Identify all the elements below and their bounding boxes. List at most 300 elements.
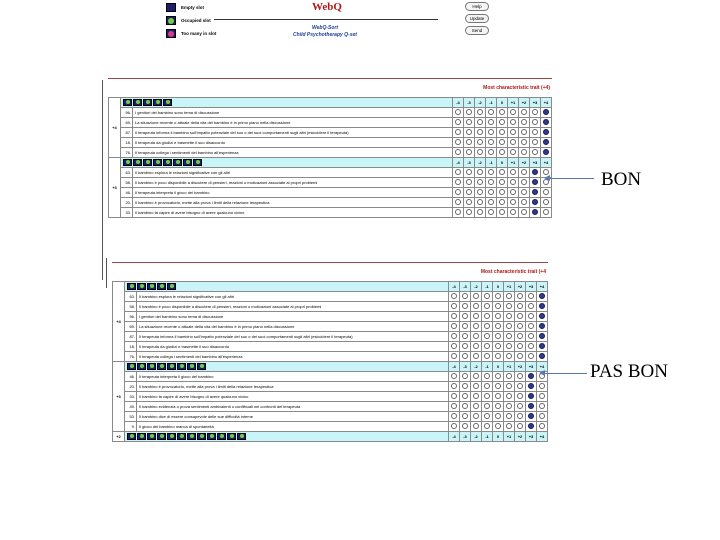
radio-option[interactable]	[462, 333, 468, 339]
occupied-slot-icon	[153, 159, 162, 166]
radio-option[interactable]	[484, 413, 490, 419]
radio-option[interactable]	[455, 129, 461, 135]
scale-header: +3	[526, 282, 537, 292]
radio-option[interactable]	[528, 353, 534, 359]
radio-option[interactable]	[521, 169, 527, 175]
radio-option[interactable]	[451, 383, 457, 389]
panel-title: Most characteristic trait (+4)	[483, 85, 550, 91]
radio-option[interactable]	[484, 393, 490, 399]
radio-option[interactable]	[543, 199, 549, 205]
update-button[interactable]: Update	[465, 14, 489, 23]
statement-text: I genitori del bambino sono tema di discussione	[137, 312, 449, 322]
level-label: +3	[109, 158, 121, 218]
radio-option[interactable]	[506, 383, 512, 389]
radio-option[interactable]	[532, 109, 538, 115]
radio-option[interactable]	[466, 129, 472, 135]
radio-option[interactable]	[488, 109, 494, 115]
radio-option[interactable]	[539, 393, 545, 399]
radio-option[interactable]	[455, 169, 461, 175]
radio-option[interactable]	[510, 209, 516, 215]
radio-selected[interactable]	[543, 149, 549, 155]
level-label: +3	[113, 362, 125, 432]
radio-option[interactable]	[543, 189, 549, 195]
legend-empty	[166, 2, 216, 13]
radio-option[interactable]	[521, 189, 527, 195]
statement-number: 76.	[125, 352, 137, 362]
radio-option[interactable]	[488, 209, 494, 215]
radio-option[interactable]	[484, 353, 490, 359]
scale-header: -3	[460, 432, 471, 442]
radio-option[interactable]	[532, 119, 538, 125]
occupied-slot-icon	[167, 433, 176, 440]
radio-option[interactable]	[510, 119, 516, 125]
radio-option[interactable]	[517, 353, 523, 359]
radio-option[interactable]	[466, 149, 472, 155]
scale-header: -1	[482, 282, 493, 292]
scale-header: -2	[471, 282, 482, 292]
slot-legend	[166, 2, 216, 41]
radio-option[interactable]	[462, 293, 468, 299]
radio-option[interactable]	[521, 149, 527, 155]
radio-option[interactable]	[462, 303, 468, 309]
radio-option[interactable]	[506, 313, 512, 319]
radio-selected[interactable]	[539, 293, 545, 299]
radio-option[interactable]	[462, 353, 468, 359]
statement-number: 76.	[121, 148, 133, 158]
radio-option[interactable]	[473, 293, 479, 299]
radio-option[interactable]	[506, 333, 512, 339]
radio-option[interactable]	[462, 393, 468, 399]
radio-option[interactable]	[495, 293, 501, 299]
occupied-slot-icon	[217, 433, 226, 440]
radio-option[interactable]	[506, 303, 512, 309]
radio-option[interactable]	[484, 303, 490, 309]
radio-selected[interactable]	[528, 423, 534, 429]
occupied-slot-icon	[147, 283, 156, 290]
radio-selected[interactable]	[532, 209, 538, 215]
radio-option[interactable]	[451, 323, 457, 329]
radio-option[interactable]	[521, 119, 527, 125]
radio-option[interactable]	[477, 119, 483, 125]
radio-option[interactable]	[528, 333, 534, 339]
slot-tokens	[125, 282, 449, 292]
radio-option[interactable]	[455, 189, 461, 195]
radio-option[interactable]	[484, 403, 490, 409]
qsort-table	[112, 281, 548, 442]
radio-option[interactable]	[517, 393, 523, 399]
scale-header: -2	[475, 158, 486, 168]
slot-tokens	[121, 158, 453, 168]
scale-header: 0	[497, 98, 508, 108]
level-label: +4	[113, 282, 125, 362]
radio-selected[interactable]	[539, 343, 545, 349]
legend-empty-label: Empty slot	[181, 5, 205, 10]
radio-option[interactable]	[477, 209, 483, 215]
occupied-slot-icon	[123, 99, 132, 106]
radio-option[interactable]	[484, 293, 490, 299]
radio-option[interactable]	[451, 303, 457, 309]
occupied-slot-icon	[137, 363, 146, 370]
occupied-slot-icon	[197, 433, 206, 440]
statement-row	[113, 312, 548, 322]
radio-option[interactable]	[495, 393, 501, 399]
radio-option[interactable]	[517, 413, 523, 419]
scale-header: 0	[493, 362, 504, 372]
statement-number: 33.	[125, 392, 137, 402]
statement-text: Il terapeuta collega i sentimenti del bambino all'esperienza	[137, 352, 449, 362]
occupied-slot-icon	[187, 433, 196, 440]
radio-option[interactable]	[528, 293, 534, 299]
brand-logo: WebQ	[312, 1, 342, 13]
radio-option[interactable]	[510, 139, 516, 145]
radio-option[interactable]	[532, 139, 538, 145]
subtitle-line-2: Child Psychotherapy Q-set	[293, 32, 357, 38]
radio-option[interactable]	[539, 423, 545, 429]
occupied-slot-icon	[147, 433, 156, 440]
radio-option[interactable]	[477, 129, 483, 135]
statement-row	[113, 332, 548, 342]
radio-option[interactable]	[455, 149, 461, 155]
radio-option[interactable]	[484, 323, 490, 329]
radio-option[interactable]	[473, 343, 479, 349]
statement-row	[109, 138, 552, 148]
radio-option[interactable]	[495, 303, 501, 309]
radio-option[interactable]	[473, 353, 479, 359]
scale-header: -1	[486, 158, 497, 168]
radio-option[interactable]	[451, 413, 457, 419]
radio-option[interactable]	[451, 423, 457, 429]
radio-option[interactable]	[510, 199, 516, 205]
radio-option[interactable]	[510, 109, 516, 115]
radio-option[interactable]	[495, 353, 501, 359]
radio-option[interactable]	[506, 413, 512, 419]
statement-number: 9.	[125, 422, 137, 432]
occupied-slot-icon	[157, 363, 166, 370]
statement-text: Il terapeuta interpreta il gioco del bambino	[133, 188, 453, 198]
radio-option[interactable]	[455, 209, 461, 215]
radio-selected[interactable]	[539, 333, 545, 339]
statement-text: Il bambino fa capire di avere bisogno di avere qualcuno vicino	[133, 208, 453, 218]
radio-selected[interactable]	[543, 119, 549, 125]
statement-row	[109, 148, 552, 158]
radio-option[interactable]	[499, 109, 505, 115]
radio-option[interactable]	[473, 323, 479, 329]
radio-option[interactable]	[532, 149, 538, 155]
scale-header: +3	[530, 98, 541, 108]
radio-option[interactable]	[521, 209, 527, 215]
radio-option[interactable]	[521, 129, 527, 135]
radio-option[interactable]	[506, 353, 512, 359]
radio-selected[interactable]	[532, 179, 538, 185]
window-edge	[106, 258, 107, 288]
radio-option[interactable]	[495, 373, 501, 379]
callout-good: BON	[601, 169, 642, 190]
occupied-slot-icon	[197, 363, 206, 370]
radio-option[interactable]	[488, 189, 494, 195]
occupied-slot-icon	[127, 363, 136, 370]
radio-option[interactable]	[499, 169, 505, 175]
radio-option[interactable]	[488, 149, 494, 155]
scale-header: -3	[460, 282, 471, 292]
radio-option[interactable]	[495, 333, 501, 339]
radio-option[interactable]	[462, 383, 468, 389]
occupied-slot-icon	[173, 159, 182, 166]
radio-option[interactable]	[484, 373, 490, 379]
statement-row	[109, 188, 552, 198]
radio-option[interactable]	[495, 383, 501, 389]
occupied-slot-icon	[133, 99, 142, 106]
occupied-slot-icon	[166, 16, 176, 25]
radio-option[interactable]	[455, 109, 461, 115]
send-button[interactable]: Send	[465, 26, 489, 35]
radio-option[interactable]	[506, 393, 512, 399]
radio-option[interactable]	[488, 169, 494, 175]
radio-option[interactable]	[499, 199, 505, 205]
radio-option[interactable]	[451, 343, 457, 349]
radio-selected[interactable]	[539, 313, 545, 319]
radio-option[interactable]	[506, 423, 512, 429]
radio-option[interactable]	[473, 383, 479, 389]
radio-option[interactable]	[517, 343, 523, 349]
radio-option[interactable]	[488, 199, 494, 205]
radio-option[interactable]	[528, 313, 534, 319]
occupied-slot-icon	[153, 99, 162, 106]
radio-option[interactable]	[521, 199, 527, 205]
radio-option[interactable]	[466, 119, 472, 125]
radio-option[interactable]	[473, 393, 479, 399]
statement-text: Il terapeuta collega i sentimenti del bambino all'esperienza	[133, 148, 453, 158]
radio-option[interactable]	[495, 423, 501, 429]
radio-option[interactable]	[495, 313, 501, 319]
radio-option[interactable]	[499, 189, 505, 195]
scale-header: 0	[497, 158, 508, 168]
legend-occupied-label: Occupied slot	[181, 18, 211, 23]
radio-option[interactable]	[477, 189, 483, 195]
radio-option[interactable]	[462, 323, 468, 329]
radio-option[interactable]	[451, 373, 457, 379]
radio-option[interactable]	[517, 423, 523, 429]
statement-number: 33.	[121, 208, 133, 218]
statement-text: Il gioco del bambino manca di spontaneità	[137, 422, 449, 432]
radio-option[interactable]	[462, 343, 468, 349]
scale-header: +4	[537, 432, 548, 442]
radio-option[interactable]	[488, 139, 494, 145]
radio-option[interactable]	[506, 293, 512, 299]
radio-option[interactable]	[488, 119, 494, 125]
scale-header: -4	[453, 98, 464, 108]
radio-option[interactable]	[510, 149, 516, 155]
scale-header: -2	[471, 432, 482, 442]
scale-header: -3	[464, 158, 475, 168]
occupied-slot-icon	[167, 283, 176, 290]
radio-option[interactable]	[495, 403, 501, 409]
radio-option[interactable]	[521, 109, 527, 115]
radio-option[interactable]	[484, 313, 490, 319]
radio-option[interactable]	[466, 109, 472, 115]
radio-option[interactable]	[466, 199, 472, 205]
scale-header: +1	[504, 362, 515, 372]
radio-option[interactable]	[473, 403, 479, 409]
radio-option[interactable]	[506, 373, 512, 379]
statement-number: 69.	[121, 118, 133, 128]
radio-option[interactable]	[455, 179, 461, 185]
radio-option[interactable]	[466, 179, 472, 185]
radio-option[interactable]	[477, 169, 483, 175]
arrow-left-icon	[541, 373, 587, 374]
radio-option[interactable]	[484, 383, 490, 389]
radio-option[interactable]	[521, 179, 527, 185]
radio-selected[interactable]	[528, 413, 534, 419]
radio-option[interactable]	[462, 413, 468, 419]
occupied-slot-icon	[137, 433, 146, 440]
radio-option[interactable]	[517, 373, 523, 379]
radio-option[interactable]	[506, 403, 512, 409]
statement-row	[109, 108, 552, 118]
radio-option[interactable]	[517, 323, 523, 329]
occupied-slot-icon	[177, 363, 186, 370]
radio-option[interactable]	[499, 139, 505, 145]
radio-option[interactable]	[499, 129, 505, 135]
occupied-slot-icon	[187, 363, 196, 370]
radio-option[interactable]	[517, 403, 523, 409]
radio-option[interactable]	[451, 313, 457, 319]
radio-option[interactable]	[517, 313, 523, 319]
radio-option[interactable]	[506, 323, 512, 329]
radio-option[interactable]	[517, 293, 523, 299]
statement-number: 58.	[121, 178, 133, 188]
radio-option[interactable]	[517, 333, 523, 339]
statement-text: Il terapeuta informa il bambino sull'impatto potenziale del suo o dei suoi comportamenti sugli altri (esiccidere il terapeuta)	[133, 128, 453, 138]
scale-header: -2	[471, 362, 482, 372]
radio-selected[interactable]	[532, 189, 538, 195]
radio-option[interactable]	[499, 119, 505, 125]
radio-option[interactable]	[510, 189, 516, 195]
window-edge	[102, 80, 103, 280]
radio-option[interactable]	[462, 313, 468, 319]
statement-number: 96.	[125, 312, 137, 322]
radio-selected[interactable]	[539, 353, 545, 359]
radio-selected[interactable]	[543, 129, 549, 135]
statement-number: 46.	[125, 372, 137, 382]
radio-selected[interactable]	[543, 139, 549, 145]
scale-header: +4	[541, 98, 552, 108]
occupied-slot-icon	[147, 363, 156, 370]
radio-option[interactable]	[543, 209, 549, 215]
radio-option[interactable]	[466, 209, 472, 215]
radio-option[interactable]	[451, 403, 457, 409]
radio-option[interactable]	[539, 413, 545, 419]
radio-option[interactable]	[510, 129, 516, 135]
radio-selected[interactable]	[528, 393, 534, 399]
radio-option[interactable]	[462, 373, 468, 379]
radio-option[interactable]	[517, 383, 523, 389]
radio-selected[interactable]	[539, 303, 545, 309]
radio-option[interactable]	[462, 423, 468, 429]
radio-option[interactable]	[455, 139, 461, 145]
radio-option[interactable]	[528, 343, 534, 349]
radio-option[interactable]	[484, 333, 490, 339]
radio-selected[interactable]	[543, 109, 549, 115]
radio-option[interactable]	[477, 109, 483, 115]
radio-selected[interactable]	[528, 403, 534, 409]
radio-option[interactable]	[495, 323, 501, 329]
radio-selected[interactable]	[539, 323, 545, 329]
radio-option[interactable]	[528, 323, 534, 329]
radio-option[interactable]	[495, 413, 501, 419]
radio-option[interactable]	[462, 403, 468, 409]
radio-option[interactable]	[484, 423, 490, 429]
radio-selected[interactable]	[532, 169, 538, 175]
callout-bad: PAS BON	[590, 361, 668, 382]
radio-option[interactable]	[473, 373, 479, 379]
radio-option[interactable]	[451, 353, 457, 359]
radio-option[interactable]	[510, 179, 516, 185]
scale-header: -4	[453, 158, 464, 168]
radio-option[interactable]	[477, 149, 483, 155]
radio-option[interactable]	[473, 333, 479, 339]
radio-option[interactable]	[455, 199, 461, 205]
radio-option[interactable]	[477, 139, 483, 145]
occupied-slot-icon	[143, 159, 152, 166]
radio-option[interactable]	[451, 293, 457, 299]
occupied-slot-icon	[123, 159, 132, 166]
radio-selected[interactable]	[528, 383, 534, 389]
scale-header: +4	[537, 282, 548, 292]
radio-option[interactable]	[455, 119, 461, 125]
radio-option[interactable]	[477, 199, 483, 205]
statement-row	[113, 372, 548, 382]
occupied-slot-icon	[137, 283, 146, 290]
empty-slot-icon	[166, 3, 176, 12]
radio-option[interactable]	[466, 169, 472, 175]
scale-header: +1	[504, 282, 515, 292]
radio-option[interactable]	[473, 313, 479, 319]
radio-option[interactable]	[473, 423, 479, 429]
radio-option[interactable]	[510, 169, 516, 175]
occupied-slot-icon	[127, 433, 136, 440]
radio-option[interactable]	[451, 333, 457, 339]
radio-option[interactable]	[532, 129, 538, 135]
radio-option[interactable]	[477, 179, 483, 185]
radio-option[interactable]	[488, 129, 494, 135]
help-button[interactable]: Help	[465, 2, 489, 11]
radio-option[interactable]	[484, 343, 490, 349]
radio-option[interactable]	[495, 343, 501, 349]
statement-text: Il bambino è poco disponibile a discutere di pensieri, reazioni o motivazioni associate ai propri problemi	[137, 302, 449, 312]
radio-option[interactable]	[473, 413, 479, 419]
radio-option[interactable]	[506, 343, 512, 349]
group-header-row	[109, 98, 552, 108]
radio-option[interactable]	[499, 179, 505, 185]
radio-option[interactable]	[473, 303, 479, 309]
scale-header: +2	[515, 362, 526, 372]
radio-option[interactable]	[499, 209, 505, 215]
radio-option[interactable]	[539, 403, 545, 409]
radio-option[interactable]	[488, 179, 494, 185]
radio-option[interactable]	[539, 383, 545, 389]
radio-selected[interactable]	[528, 373, 534, 379]
radio-option[interactable]	[528, 303, 534, 309]
radio-option[interactable]	[466, 139, 472, 145]
radio-option[interactable]	[521, 139, 527, 145]
radio-option[interactable]	[451, 393, 457, 399]
radio-option[interactable]	[499, 149, 505, 155]
radio-selected[interactable]	[532, 199, 538, 205]
statement-number: 96.	[121, 108, 133, 118]
radio-option[interactable]	[517, 303, 523, 309]
radio-option[interactable]	[466, 189, 472, 195]
occupied-slot-icon	[133, 159, 142, 166]
